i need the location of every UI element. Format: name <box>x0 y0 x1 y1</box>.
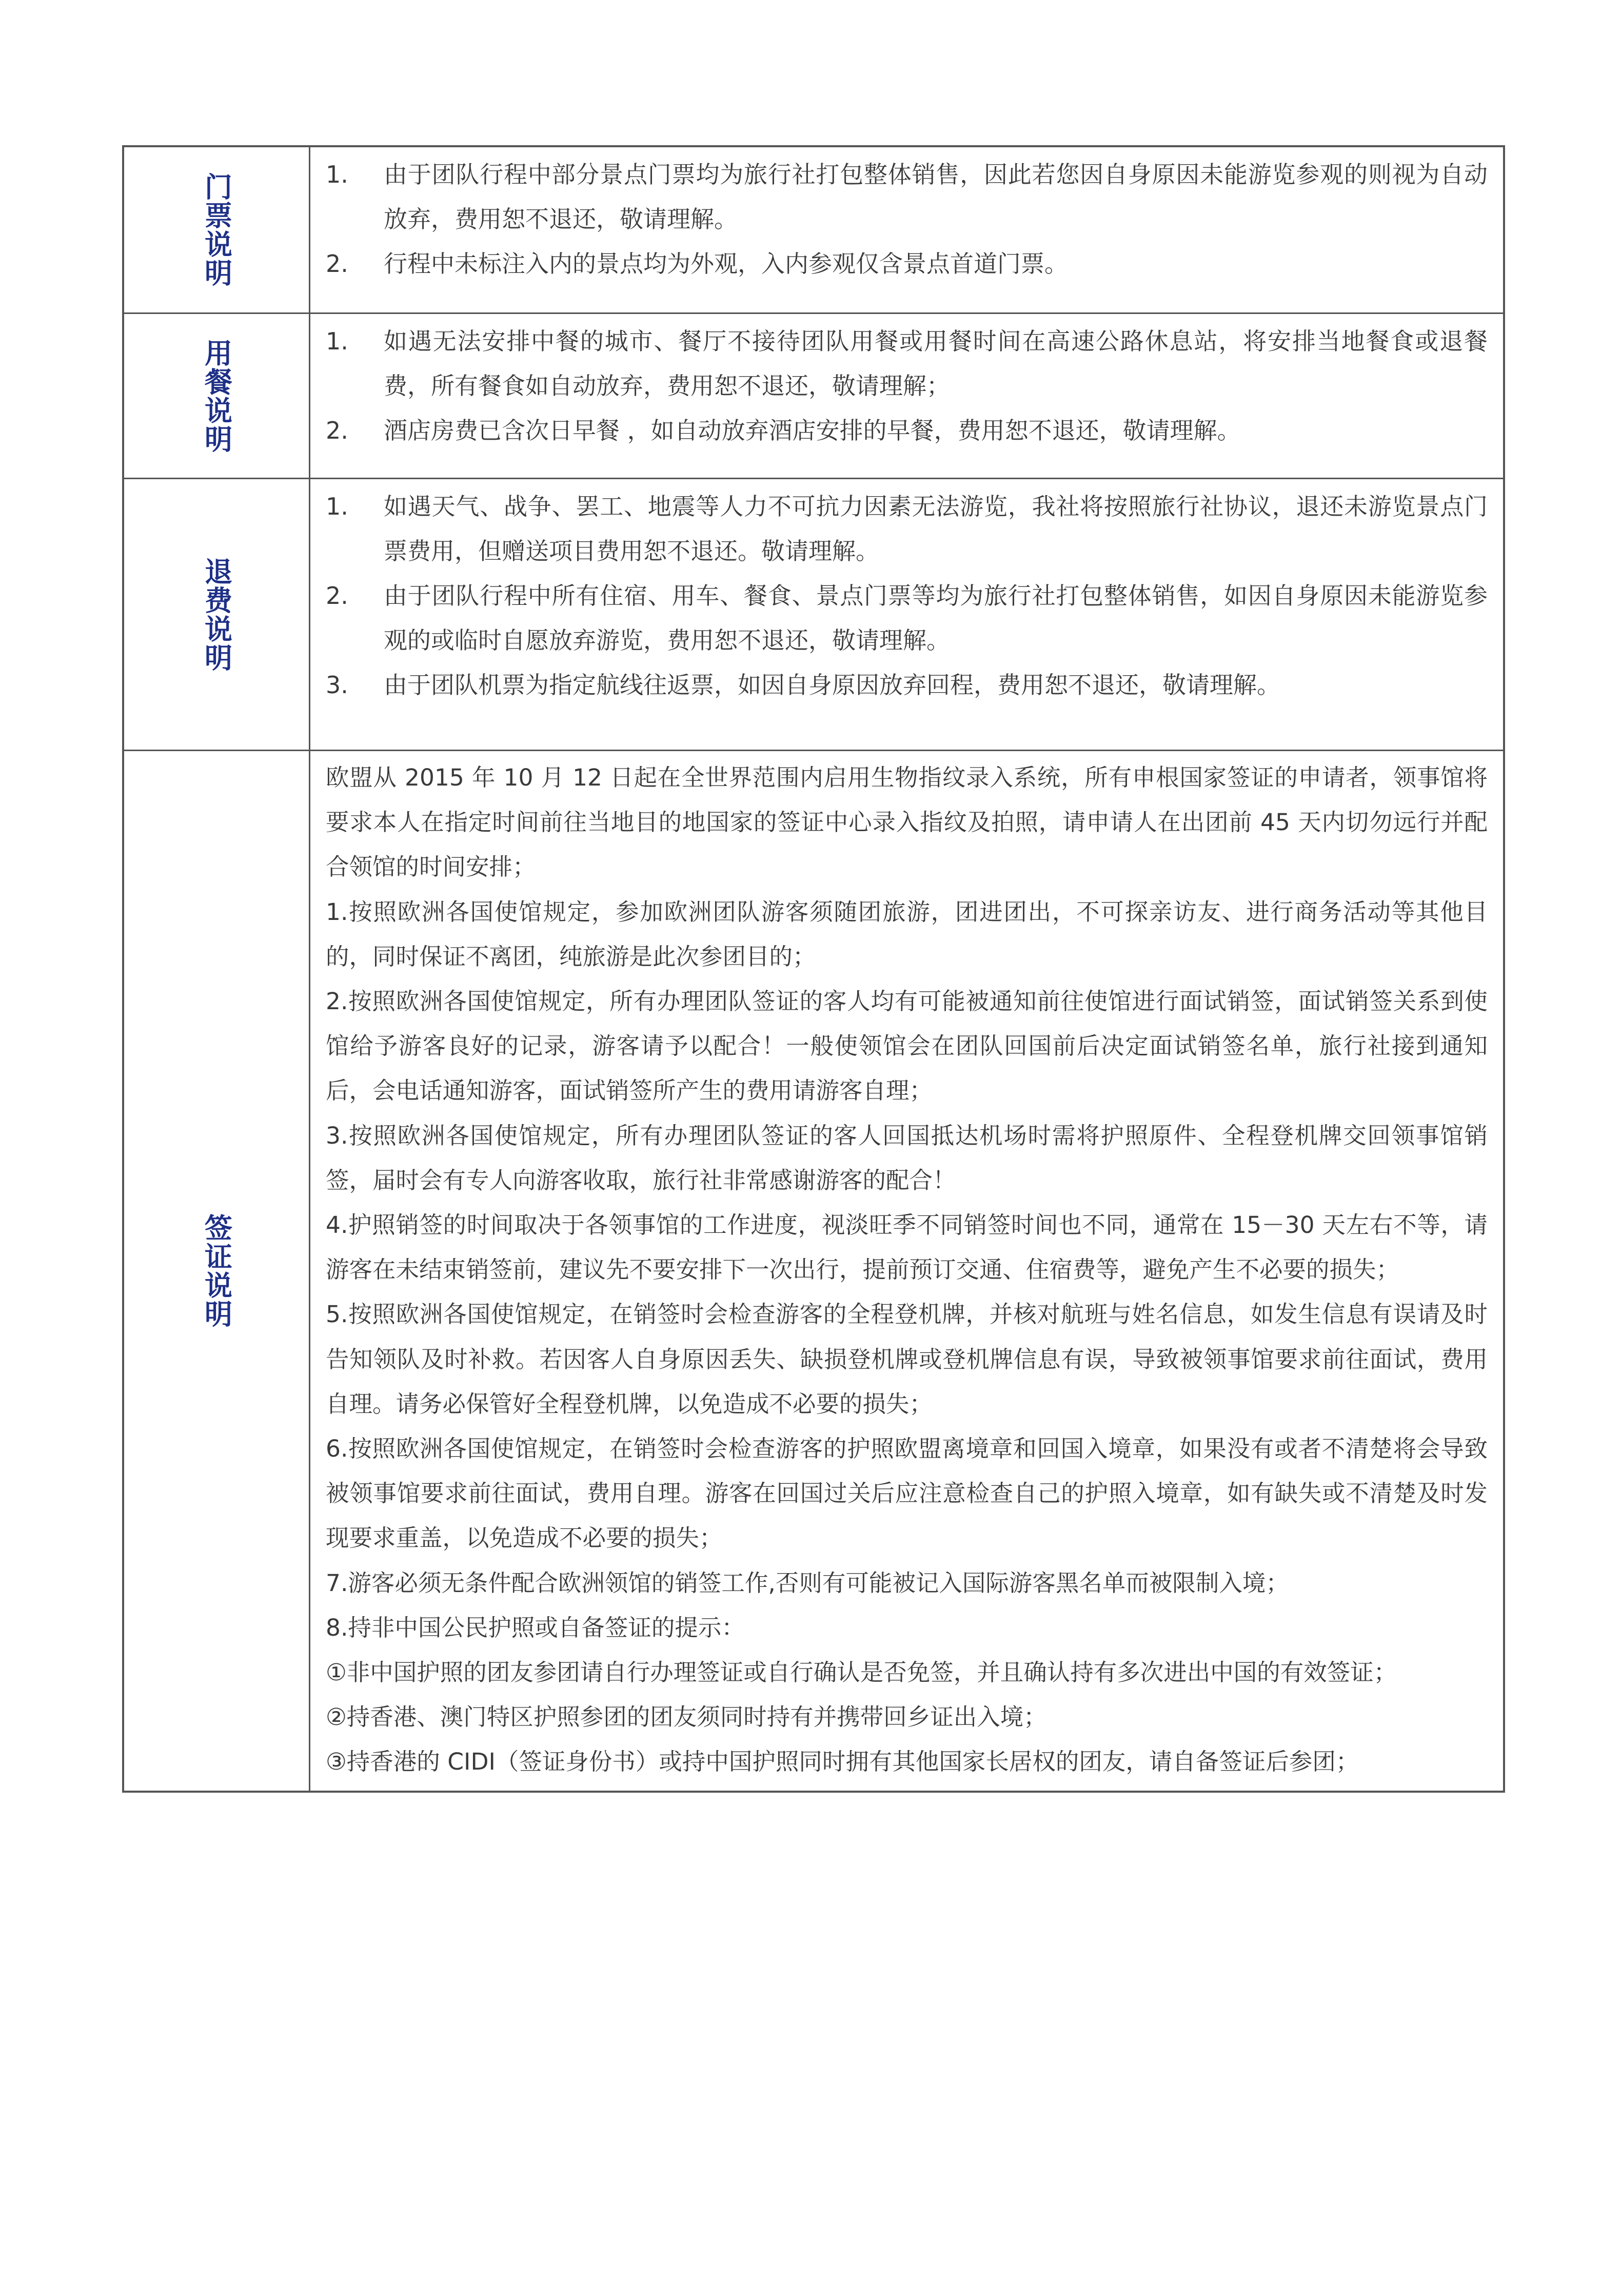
visa-paragraph: 5.按照欧洲各国使馆规定，在销签时会检查游客的全程登机牌，并核对航班与姓名信息，如发生信息有误请及时告知领队及时补救。若因客人自身原因丢失、缺损登机牌或登机牌信息有误，导致被领事馆要求前往面试，费用自理。请务必保管好全程登机牌，以免造成不必要的损失； <box>326 1301 1488 1418</box>
section-label: 签证说明 <box>200 1213 233 1328</box>
section-refund <box>124 478 1503 750</box>
section-label-cell <box>124 314 310 478</box>
visa-paragraph: 4.护照销签的时间取决于各领事馆的工作进度，视淡旺季不同销签时间也不同，通常在 15－30 天左右不等，请游客在未结束销签前，建议先不要安排下一次出行，提前预订交通、住宿费等，避免产生不必要的损失； <box>326 1211 1488 1284</box>
item-text: 由于团队行程中部分景点门票均为旅行社打包整体销售，因此若您因自身原因未能游览参观的则视为自动放弃，费用恕不退还，敬请理解。 <box>384 161 1488 233</box>
section-content <box>310 751 1503 1791</box>
section-label: 用餐说明 <box>200 338 233 454</box>
item-text: 如遇天气、战争、罢工、地震等人力不可抗力因素无法游览，我社将按照旅行社协议，退还未游览景点门票费用，但赠送项目费用恕不退还。敬请理解。 <box>384 493 1488 565</box>
section-label: 退费说明 <box>200 557 233 672</box>
visa-paragraph: 欧盟从 2015 年 10 月 12 日起在全世界范围内启用生物指纹录入系统，所有申根国家签证的申请者，领事馆将要求本人在指定时间前往当地目的地国家的签证中心录入指纹及拍照，请申请人在出团前 45 天内切勿远行并配合领馆的时间安排； <box>326 764 1488 881</box>
visa-paragraph: ①非中国护照的团友参团请自行办理签证或自行确认是否免签，并且确认持有多次进出中国的有效签证； <box>326 1659 1397 1686</box>
visa-paragraph: 6.按照欧洲各国使馆规定，在销签时会检查游客的护照欧盟离境章和回国入境章，如果没有或者不清楚将会导致被领事馆要求前往面试，费用自理。游客在回国过关后应注意检查自己的护照入境章，如有缺失或不清楚及时发现要求重盖，以免造成不必要的损失； <box>326 1435 1488 1552</box>
visa-paragraph: 2.按照欧洲各国使馆规定，所有办理团队签证的客人均有可能被通知前往使馆进行面试销签，面试销签关系到使馆给予游客良好的记录，游客请予以配合！一般使领馆会在团队回国前后决定面试销签名单，旅行社接到通知后，会电话通知游客，面试销签所产生的费用请游客自理； <box>326 988 1488 1105</box>
section-label-cell <box>124 751 310 1791</box>
item-number: 1. <box>326 327 348 355</box>
list-item <box>326 574 1488 663</box>
item-text: 如遇无法安排中餐的城市、餐厅不接待团队用餐或用餐时间在高速公路休息站，将安排当地餐食或退餐费，所有餐食如自动放弃，费用恕不退还，敬请理解； <box>384 327 1488 400</box>
list-item <box>326 319 1488 408</box>
section-label-cell <box>124 147 310 312</box>
item-number: 2. <box>326 250 348 278</box>
item-number: 2. <box>326 582 348 610</box>
list-item <box>326 152 1488 242</box>
section-content <box>310 147 1503 312</box>
list-item <box>326 408 1488 453</box>
item-text: 行程中未标注入内的景点均为外观，入内参观仅含景点首道门票。 <box>384 250 1068 278</box>
section-meals <box>124 312 1503 478</box>
section-label-cell <box>124 479 310 750</box>
list-item <box>326 484 1488 574</box>
list-item <box>326 663 1488 708</box>
visa-paragraph: 7.游客必须无条件配合欧洲领馆的销签工作,否则有可能被记入国际游客黑名单而被限制入境； <box>326 1569 1289 1597</box>
visa-paragraph: ②持香港、澳门特区护照参团的团友须同时持有并携带回乡证出入境； <box>326 1703 1047 1731</box>
item-number: 1. <box>326 493 348 520</box>
item-number: 1. <box>326 161 348 188</box>
section-content <box>310 479 1503 750</box>
visa-paragraph: 3.按照欧洲各国使馆规定，所有办理团队签证的客人回国抵达机场时需将护照原件、全程登机牌交回领事馆销签，届时会有专人向游客收取，旅行社非常感谢游客的配合！ <box>326 1122 1488 1194</box>
section-ticket <box>124 147 1503 312</box>
section-content <box>310 314 1503 478</box>
notes-table <box>122 145 1505 1793</box>
visa-paragraph: 1.按照欧洲各国使馆规定，参加欧洲团队游客须随团旅游，团进团出，不可探亲访友、进行商务活动等其他目的，同时保证不离团，纯旅游是此次参团目的； <box>326 898 1488 970</box>
item-number: 3. <box>326 671 348 699</box>
item-text: 由于团队机票为指定航线往返票，如因自身原因放弃回程，费用恕不退还，敬请理解。 <box>384 671 1280 699</box>
list-item <box>326 242 1488 286</box>
section-visa <box>124 750 1503 1791</box>
item-text: 酒店房费已含次日早餐 ，如自动放弃酒店安排的早餐，费用恕不退还，敬请理解。 <box>384 417 1241 444</box>
item-number: 2. <box>326 417 348 444</box>
section-label: 门票说明 <box>200 172 233 287</box>
visa-paragraph: 8.持非中国公民护照或自备签证的提示： <box>326 1614 745 1641</box>
item-text: 由于团队行程中所有住宿、用车、餐食、景点门票等均为旅行社打包整体销售，如因自身原因未能游览参观的或临时自愿放弃游览，费用恕不退还，敬请理解。 <box>384 582 1488 654</box>
visa-paragraph: ③持香港的 CIDI（签证身份书）或持中国护照同时拥有其他国家长居权的团友，请自备签证后参团； <box>326 1748 1359 1776</box>
